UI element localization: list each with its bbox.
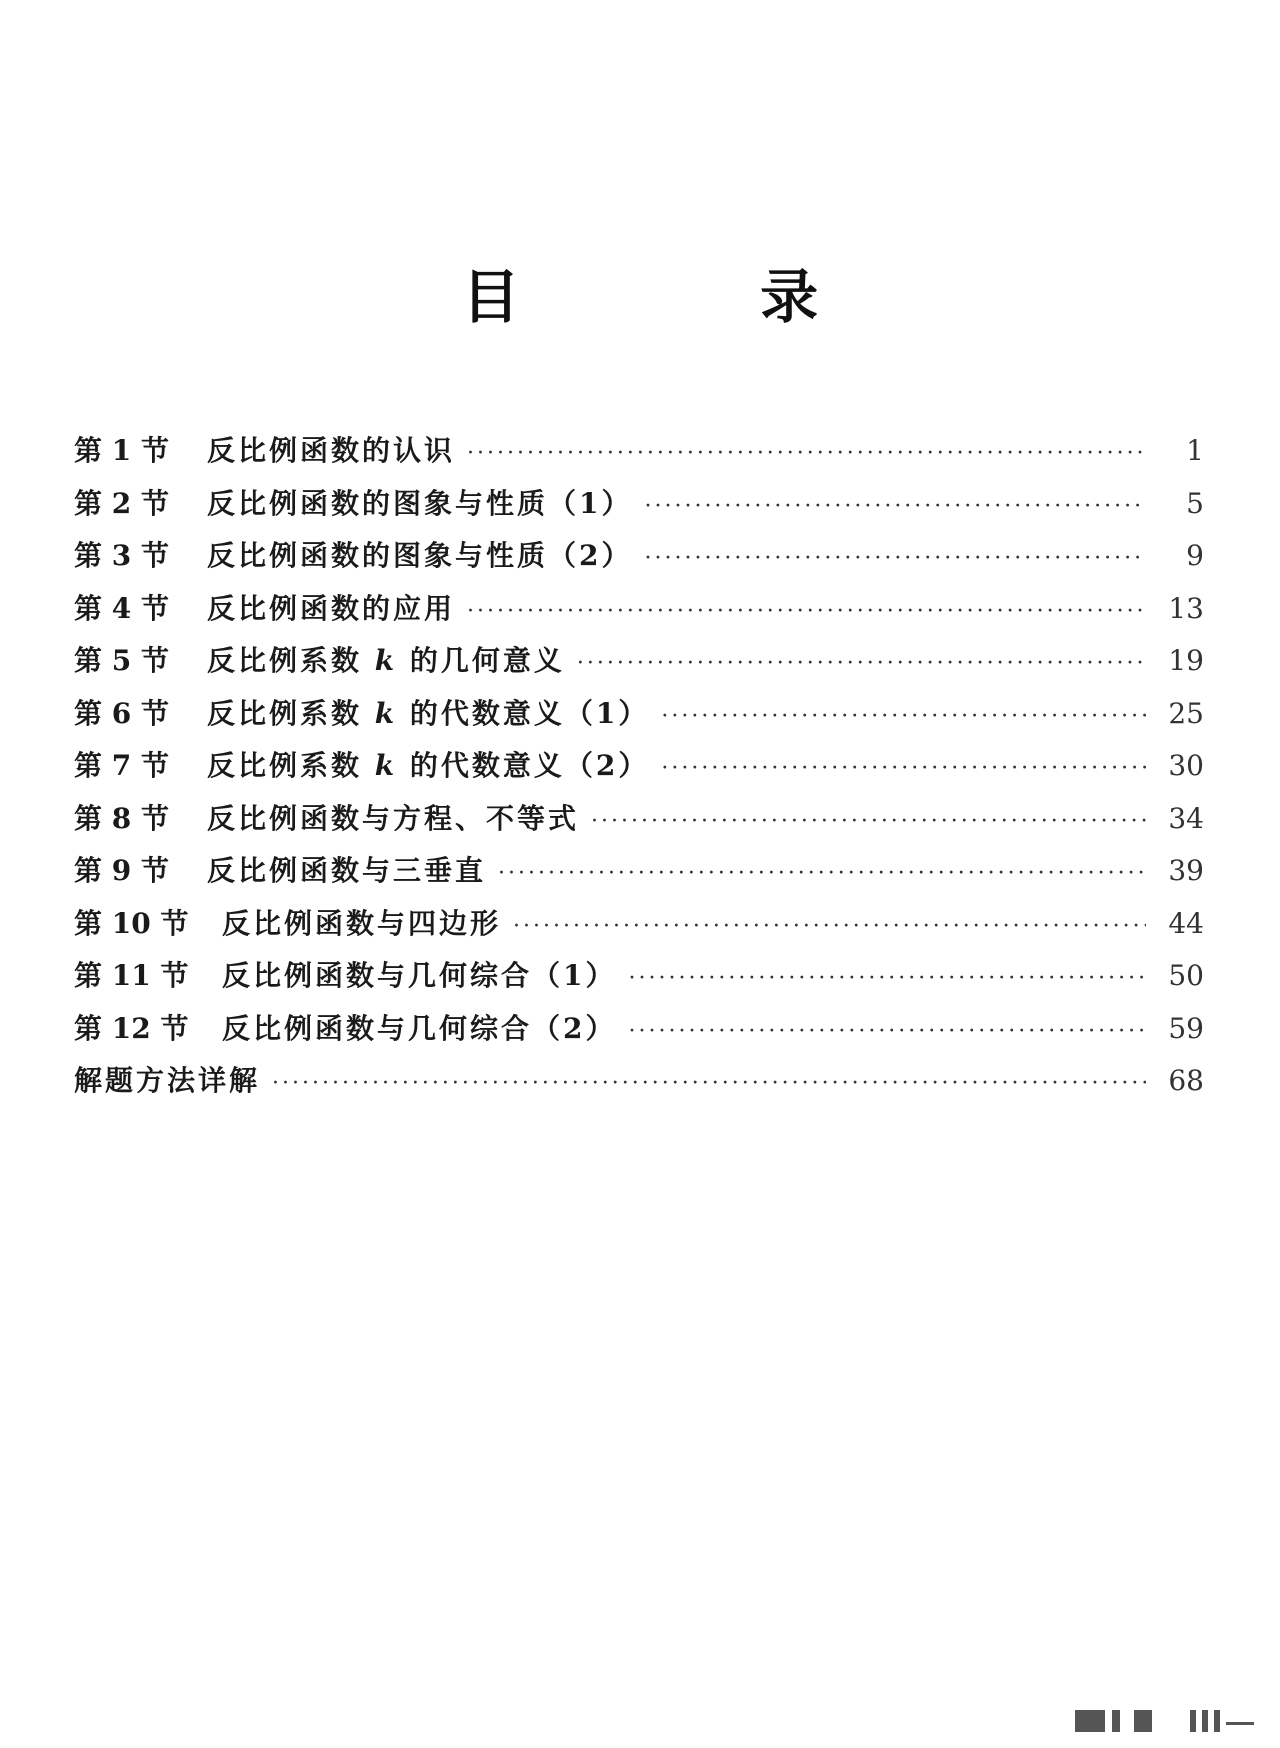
toc-entry-7[interactable] bbox=[74, 740, 1204, 793]
toc-title-prefix: 反比例系数 bbox=[207, 696, 375, 730]
toc-title-prefix: 反比例系数 bbox=[207, 749, 375, 782]
toc-page-number: 44 bbox=[1168, 906, 1204, 940]
toc-entry-title: 反比例函数的图象与性质（1） bbox=[207, 486, 633, 520]
scan-mark bbox=[1190, 1710, 1196, 1732]
toc-entry-title: 反比例函数与方程、不等式 bbox=[207, 801, 580, 835]
toc-leader-dots bbox=[644, 481, 1146, 533]
toc-entry-11[interactable] bbox=[74, 950, 1204, 1003]
toc-entry-title: 反比例函数与几何综合（1） bbox=[222, 959, 617, 992]
toc-leader-dots bbox=[498, 848, 1146, 900]
toc-section-label: 第 12 节 bbox=[74, 1011, 189, 1045]
toc-page-number: 13 bbox=[1168, 591, 1204, 625]
toc-section-label: 第 6 节 bbox=[74, 696, 169, 730]
toc-entry-title: 反比例函数的应用 bbox=[207, 591, 456, 625]
toc-page-number: 9 bbox=[1186, 539, 1204, 572]
toc-section-label: 第 8 节 bbox=[74, 801, 169, 835]
toc-entry-2[interactable] bbox=[74, 478, 1204, 531]
toc-title-suffix: 的代数意义（1） bbox=[397, 696, 650, 730]
toc-title-prefix: 反比例系数 bbox=[207, 644, 375, 677]
toc-leader-dots bbox=[661, 743, 1146, 795]
toc-section-label: 第 2 节 bbox=[74, 486, 169, 520]
toc-entry-title: 解题方法详解 bbox=[74, 1064, 261, 1097]
toc-page-number: 59 bbox=[1168, 1011, 1204, 1045]
toc-leader-dots bbox=[591, 796, 1146, 848]
toc-entry-6[interactable] bbox=[74, 688, 1204, 741]
toc-title-suffix: 的代数意义（2） bbox=[397, 749, 650, 782]
toc-entry-title: 反比例函数与几何综合（2） bbox=[222, 1011, 617, 1045]
toc-leader-dots bbox=[513, 901, 1146, 953]
toc-leader-dots bbox=[467, 586, 1146, 638]
toc-entry-3[interactable] bbox=[74, 530, 1204, 583]
toc-section-label: 第 3 节 bbox=[74, 539, 169, 572]
toc-leader-dots bbox=[661, 691, 1146, 743]
toc-page-number: 25 bbox=[1168, 696, 1204, 730]
toc-page-number: 39 bbox=[1168, 854, 1204, 887]
toc-entry-title: 反比例函数的图象与性质（2） bbox=[207, 539, 633, 572]
toc-page-number: 68 bbox=[1168, 1064, 1204, 1097]
scan-mark bbox=[1202, 1710, 1208, 1732]
scan-mark bbox=[1226, 1722, 1254, 1725]
toc-entry-5[interactable] bbox=[74, 635, 1204, 688]
toc-section-label: 第 10 节 bbox=[74, 906, 189, 940]
toc-title-suffix: 的几何意义 bbox=[397, 644, 565, 677]
toc-title-variable: k bbox=[374, 696, 398, 730]
toc-section-label: 第 9 节 bbox=[74, 854, 169, 887]
toc-entry-title: 反比例函数与四边形 bbox=[222, 906, 502, 940]
toc-section-label: 第 1 节 bbox=[74, 434, 169, 467]
scan-mark bbox=[1075, 1710, 1105, 1732]
toc-leader-dots bbox=[272, 1058, 1146, 1110]
toc-title-variable: k bbox=[374, 644, 398, 677]
toc-page-number: 34 bbox=[1168, 801, 1204, 835]
toc-page-number: 19 bbox=[1168, 644, 1204, 677]
table-of-contents bbox=[74, 425, 1204, 1108]
toc-leader-dots bbox=[628, 1006, 1146, 1058]
page-title: 目 录 bbox=[461, 263, 929, 331]
toc-page-number: 5 bbox=[1186, 486, 1204, 520]
toc-title-variable: k bbox=[374, 749, 398, 782]
scan-mark bbox=[1214, 1710, 1220, 1732]
toc-entry-12[interactable] bbox=[74, 1003, 1204, 1056]
toc-leader-dots bbox=[628, 953, 1146, 1005]
toc-entry-appendix[interactable] bbox=[74, 1055, 1204, 1108]
scan-mark bbox=[1134, 1710, 1152, 1732]
toc-entry-title: 反比例函数的认识 bbox=[207, 434, 456, 467]
toc-entry-4[interactable] bbox=[74, 583, 1204, 636]
toc-section-label: 第 5 节 bbox=[74, 644, 169, 677]
toc-section-label: 第 7 节 bbox=[74, 749, 169, 782]
toc-leader-dots bbox=[644, 533, 1146, 585]
scan-mark bbox=[1112, 1710, 1120, 1732]
toc-section-label: 第 11 节 bbox=[74, 959, 189, 992]
toc-entry-title bbox=[207, 688, 661, 740]
toc-page-number: 1 bbox=[1186, 434, 1204, 467]
toc-entry-title: 反比例函数与三垂直 bbox=[207, 854, 487, 887]
toc-entry-8[interactable] bbox=[74, 793, 1204, 846]
toc-entry-9[interactable] bbox=[74, 845, 1204, 898]
toc-page-number: 50 bbox=[1168, 959, 1204, 992]
toc-leader-dots bbox=[467, 428, 1146, 480]
toc-leader-dots bbox=[577, 638, 1146, 690]
toc-entry-1[interactable] bbox=[74, 425, 1204, 478]
toc-page-number: 30 bbox=[1168, 749, 1204, 782]
toc-entry-10[interactable] bbox=[74, 898, 1204, 951]
toc-entry-title bbox=[207, 740, 661, 792]
toc-section-label: 第 4 节 bbox=[74, 591, 169, 625]
toc-entry-title bbox=[207, 635, 577, 687]
